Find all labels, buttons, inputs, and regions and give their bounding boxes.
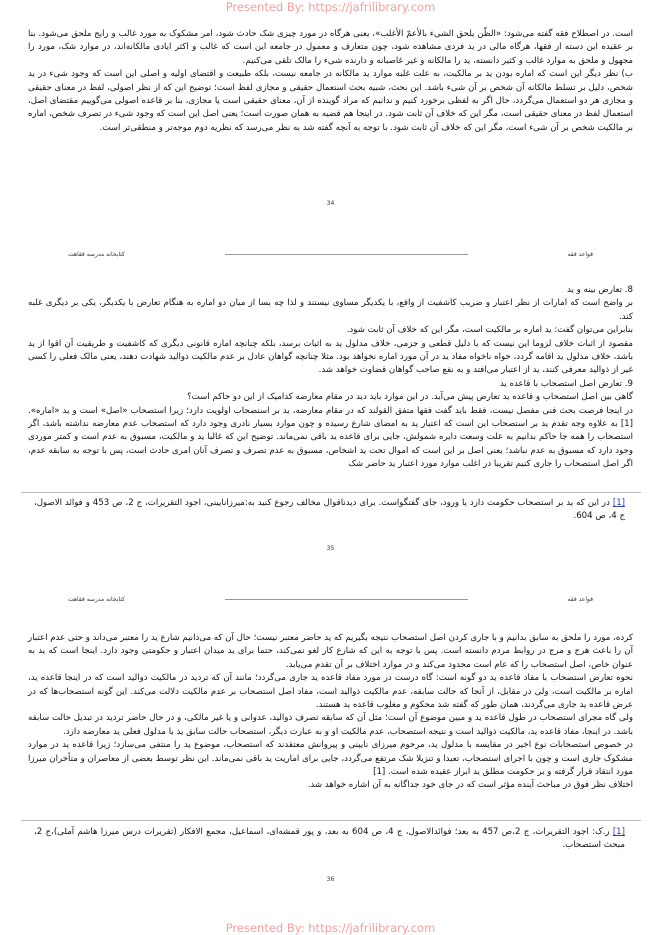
footnote-separator [0,492,661,493]
section-heading: 8. تعارض بینه و ید [566,285,633,295]
header-book-title: قواعد فقه [567,250,593,258]
header-divider [225,254,468,255]
footnote-link[interactable]: [1] [612,498,626,508]
footnote-text: در این که ید بر استصحاب حکومت دارد یا ورود، جای گفتگواست. برای دیدناقوال مخالف رجوع کنید به:میرزانایینی، اجود التقریرات، ج 2، ص 453 و فوائد الاصول، ج 4، ص 604. [34,498,625,522]
section-heading: 9. تعارض اصل استصحاب با قاعده ید [499,378,633,389]
site-banner-bottom[interactable]: Presented By: https://jafrilibrary.com [225,921,436,935]
paragraph: نحوه تعارض استصحاب با مفاد قاعده ید دو گونه است: گاه درست در مورد مفاد قاعده ید جاری می‌گردد؛ مانند آن که تردید در مالکیت ذوالید است که در اینجا قاعده ید، اماره بر مالکیت است، ولی در مقابل، از آنجا که حالت سابقه، عدم مالکیت ذوالید است، مفاد اصل استصحاب بر عدم مالکیت دلالت می‌کند. این گونه استصحاب‌ها که در عرض قاعده ید جاری می‌گردند، همان طور که گفته شد محکوم و مغلوب قاعده ید هستند. [28,673,633,711]
page-34-body [28,28,633,135]
paragraph: در خصوص استصحابات نوع اخیر در مقایسه با مدلول ید، مرحوم میرزای نایینی و پیروانش معتقدند که استصحاب، موضوع ید را منتفی می‌سازد؛ زیرا قاعده ید در موارد مشکوک جاری است و چون با اجرای استصحاب، تعبدا و تنزیلا شک مرتفع می‌گردد، جایی برای اماریت ید باقی نمی‌ماند. این نظر توسط بعضی از معاصران و متأخران میرزا مورد انتقاد قرار گرفته و بر حکومت مطلق ید ابراز عقیده شده است. [1] [28,740,633,778]
paragraph: بر واضح است که امارات از نظر اعتبار و ضریب کاشفیت از واقع، با یکدیگر مساوی نیستند و لذا چه بسا از میان دو اماره به هنگام تعارض با یکدیگر، یکی بر دیگری غلبه کند. [28,298,633,322]
page-header [68,594,593,604]
site-banner-top[interactable]: Presented By: https://jafrilibrary.com [225,0,436,14]
page-header [68,249,593,259]
header-book-title: قواعد فقه [567,595,593,603]
page-number-36: 36 [326,876,335,883]
page-number-34: 34 [326,200,335,207]
page-35-body [28,284,633,472]
page-34 [0,28,661,135]
paragraph: کرده، مورد را ملحق به سابق بدانیم و با جاری کردن اصل استصحاب نتیجه بگیریم که ید حاضر معتبر نیست؛ حال آن که می‌دانیم شارع ید را معتبر می‌داند و حتی عدم اعتبار آن را باعث هرج و مرج در روابط مردم دانسته است. پس با توجه به این که شارع کار لغو نمی‌کند، حتما برای ید میدان اعتبار و حکومتی وجود دارد. اینجا است که ید به عنوان خاص، اصل استصحاب را که عام است محدود می‌کند و در موارد اختلاف بر آن تقدم می‌یابد. [28,633,633,670]
paragraph: گاهی بین اصل استصحاب و قاعده ید تعارض پیش می‌آید. در این موارد باید دید در مقام معارضه کدامیک از این دو حاکم است؟ [187,392,633,403]
paragraph: ولی گاه مجرای استصحاب در طول قاعده ید و مبین موضوع آن است؛ مثل آن که سابقه تصرف ذوالید، عدوانی و یا غیر مالکی، و در حال حاضر تردید در تبدیل حالت سابقه باشد. در اینجا، مفاد قاعده ید، مالکیت ذوالید است و نتیجه استصحاب، عدم مالکیت او و به عبارت دیگر، استصحاب حالت سابق ید با مدلول فعلی ید معارضه دارد. [28,713,633,737]
page-35 [0,284,661,472]
footnote-link[interactable]: [1] [612,827,625,837]
page-36-footnote [0,826,661,853]
page-36-body [28,632,633,793]
paragraph: مقصود از اثبات خلاف لزوما این نیست که با دلیل قطعی و جزمی، خلاف مدلول ید به اثبات برسد، بلکه چنانچه اماره قانونی دیگری که کاشفیت و طریقیت آن اقوا از ید باشد، خلاف مدلول ید اقامه گردد، خواه ناخواه مفاد ید در آن مورد اماره نخواهد بود. مثلا چنانچه گواهان عادل بر عدم مالکیت ذوالید شهادت دهند، یعنی مالک فعلی را کسی غیر از ذوالید معرفی کنند، ید از اعتبار می‌افتد و به نفع صاحب گواهان قضاوت خواهد شد. [28,338,633,376]
paragraph: بنابراین می‌توان گفت: ید اماره بر مالکیت است، مگر این که خلاف آن ثابت شود. [346,325,633,336]
page-36 [0,632,661,793]
page-35-footnote [0,497,661,524]
paragraph: ب) نظر دیگر این است که اماره بودن ید بر مالکیت، به علت غلبه موارد ید مالکانه در جامعه نیست، بلکه طبیعت و اقتضای اولیه و اصلی این است که وجود شیء در ید شخص، دلیل بر تسلط مالکانه آن شخص بر آن شیء باشد. این بحث، شبیه بحث استعمال حقیقی و مجازی لفظ است؛ توضیح این که از نظر اصولی، لفظ در معنای حقیقی و مجازی هر دو استعمال می‌گردد، حال اگر به لفظی برخورد کنیم و ندانیم که مراد گوینده از آن، معنای حقیقی است یا مجازی، بنا بر قاعده اصولی می‌گوییم مقتضای اصل، استعمال لفظ در معنای حقیقی است، مگر این که خلاف آن ثابت شود. در اینجا هم قضیه به همان صورت است؛ یعنی اصل این است که وجود شیء در تصرف شخص، اماره بر مالکیت شخص بر آن شیء است، مگر این که خلاف آن ثابت شود. با توجه به آنچه گفته شد به نظر می‌رسد که نظریه دوم موجه‌تر و منطقی‌تر است. [28,69,633,133]
paragraph: اختلاف نظر فوق در مباحث آینده مؤثر است که در جای خود جداگانه به آن اشاره خواهد شد. [307,780,633,791]
footnote-separator [0,820,661,821]
header-library-name: کتابخانه مدرسه فقاهت [68,595,125,603]
header-divider [225,599,468,600]
header-library-name: کتابخانه مدرسه فقاهت [68,250,125,258]
footnote-text: ر.ک: اجود التقریرات، ج 2،ص 457 به بعد؛ فوائدالاصول، ج 4، ص 604 به بعد، و پور قمشه‌ای، اسماعیل، مجمع الافکار (تقریرات درس میرزا هاشم آملی)،ج 2، مبحث استصحاب. [34,827,625,851]
paragraph: است. در اصطلاح فقه گفته می‌شود: «الظّن یلحق الشیء بالأعمّ الأغلب»، یعنی هرگاه در مورد چیزی شک حادث شود، امر مشکوک به مورد غالب و رایج ملحق می‌شود. بنا بر عقیده این دسته از فقها، هرگاه مالی در ید فردی مشاهده شود، چون متعارف و معمول در جامعه این است که غالب و اکثر ایادی مالکانه‌اند، در موارد شک، مورد را مجهول و ملحق به موارد غالب و کثیر دانسته، ید را مالکانه و غیر غاصبانه و دارنده شیء را مالک تلقی می‌کنیم. [28,29,633,66]
paragraph: در اینجا فرصت بحث فنی مفصل نیست، فقط باید گفت فقها متفق القولند که در مقام معارضه، ید بر استصحاب اولویت دارد؛ زیرا استصحاب «اصل» است و ید «اماره». [1] به علاوه وجه تقدم ید بر استصحاب این است که اعتبار ید به امضای شارع رسیده و چون موارد بسیار نادری وجود دارد که استصحاب عدم معارضه نداشته باشد، اگر استصحاب را همه جا حاکم بدانیم به علت وسعت دایره شمولش، جایی برای قاعده ید باقی نمی‌ماند. توضیح این که غالبا ید و مالکیت، مسبوق به عدم است و کمتر موردی وجود دارد که مسبوق به عدم نباشد؛ یعنی اصل بر این است که اموال تحت ید اشخاص، مسبوق به عدم تصرف و تصرف آنان امری حادث است، پس با توجه به سابقه عدم، اگر اصل استصحاب را جاری کنیم تقریبا در اغلب موارد مورد اعتبار ید حاضر شک [28,405,633,470]
page-number-35: 35 [326,545,335,552]
